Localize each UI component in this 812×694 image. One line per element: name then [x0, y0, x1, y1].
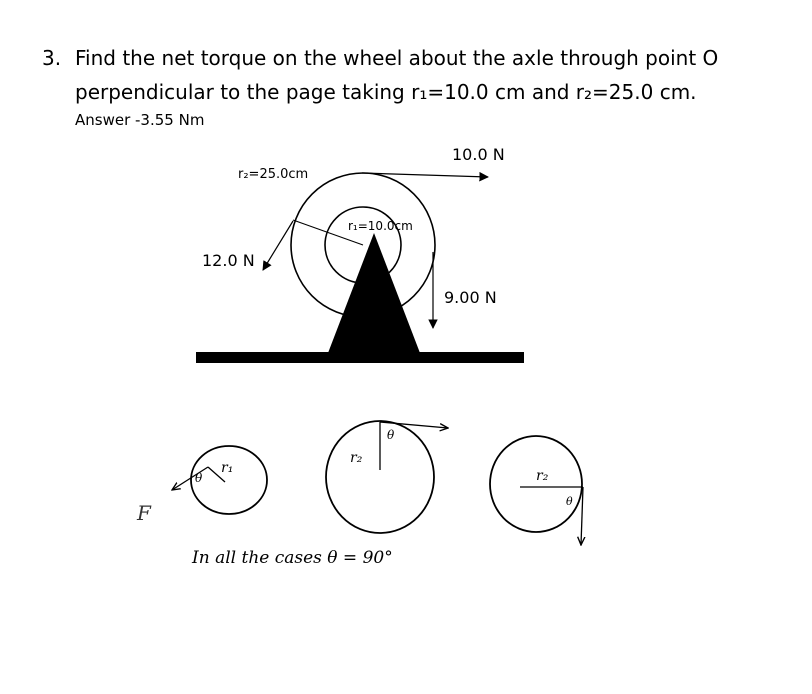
sketch-circle-3	[490, 436, 582, 532]
axle-support	[328, 233, 420, 353]
sketch-force-1	[172, 467, 208, 490]
force-label-right: 9.00 N	[444, 288, 497, 307]
sketch-r2-label-1: r₂	[350, 450, 363, 466]
question-text-line-1: Find the net torque on the wheel about the axle through point O	[75, 46, 719, 70]
theta-2: θ	[387, 428, 395, 442]
conclusion-note: In all the cases θ = 90°	[192, 548, 393, 568]
r1-label: r₁=10.0cm	[348, 219, 413, 233]
force-label-top: 10.0 N	[452, 145, 505, 164]
r2-label: r₂=25.0cm	[238, 167, 309, 182]
f-label: F	[137, 501, 151, 525]
question-text-line-2: perpendicular to the page taking r₁=10.0 cm and r₂=25.0 cm.	[75, 80, 697, 104]
force-label-left: 12.0 N	[202, 251, 255, 270]
sketch-r1-label: r₁	[221, 460, 234, 476]
force-arrow-left	[263, 221, 293, 270]
theta-3: θ	[566, 495, 573, 508]
question-number: 3.	[42, 46, 62, 70]
sketch-r2-label-2: r₂	[536, 468, 549, 484]
sketch-circle-1	[191, 446, 267, 514]
answer-text: Answer -3.55 Nm	[75, 111, 205, 129]
ground-bar	[196, 352, 524, 363]
theta-1: θ	[195, 471, 203, 485]
